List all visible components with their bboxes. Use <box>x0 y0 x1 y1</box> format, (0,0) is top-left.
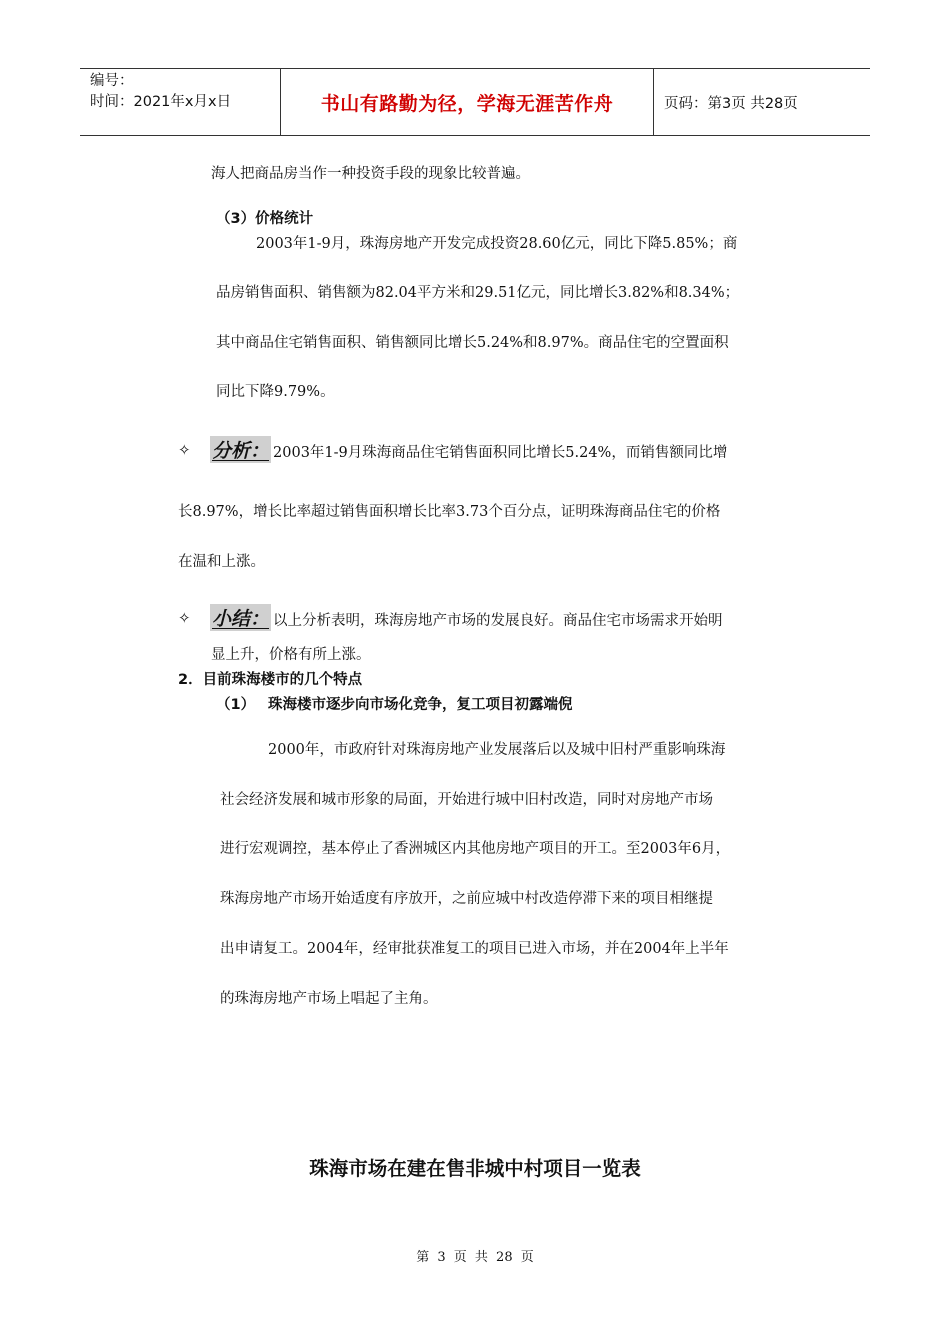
analysis-line-2: 长8.97%，增长比率超过销售面积增长比率3.73个百分点，证明珠海商品住宅的价格 <box>178 504 721 520</box>
section-3-heading: （3）价格统计 <box>216 211 314 227</box>
summary-tag: 小结： <box>210 604 271 631</box>
analysis-tag: 分析： <box>210 436 271 463</box>
summary-bullet-icon: ✧ <box>178 609 191 627</box>
stats-line-2: 品房销售面积、销售额为82.04平方米和29.51亿元，同比增长3.82%和8.34%； <box>216 285 740 301</box>
header-page-info: 页码：第3页 共28页 <box>664 95 798 112</box>
header-table <box>80 68 870 136</box>
page-footer: 第 3 页 共 28 页 <box>416 1250 534 1265</box>
para-line-5: 出申请复工。2004年，经审批获准复工的项目已进入市场，并在2004年上半年 <box>220 941 729 957</box>
header-left-cell <box>80 69 281 135</box>
stats-line-1: 2003年1-9月，珠海房地产开发完成投资28.60亿元，同比下降5.85%；商 <box>256 236 738 252</box>
section-2-heading: 2．目前珠海楼市的几个特点 <box>178 672 363 688</box>
summary-text-1: 以上分析表明，珠海房地产市场的发展良好。商品住宅市场需求开始明 <box>273 613 723 629</box>
body-line-0: 海人把商品房当作一种投资手段的现象比较普遍。 <box>211 166 530 182</box>
stats-line-3: 其中商品住宅销售面积、销售额同比增长5.24%和8.97%。商品住宅的空置面积 <box>216 335 729 351</box>
summary-line-2: 显上升，价格有所上涨。 <box>211 647 371 663</box>
para-line-3: 进行宏观调控，基本停止了香洲城区内其他房地产项目的开工。至2003年6月， <box>220 841 731 857</box>
analysis-text-1: 2003年1-9月珠海商品住宅销售面积同比增长5.24%，而销售额同比增 <box>273 445 728 461</box>
header-time-label: 时间：2021年x月x日 <box>90 94 232 110</box>
stats-line-4: 同比下降9.79%。 <box>216 384 335 400</box>
para-line-6: 的珠海房地产市场上唱起了主角。 <box>220 991 438 1007</box>
analysis-line-1 <box>210 436 727 463</box>
table-title: 珠海市场在建在售非城中村项目一览表 <box>309 1157 641 1180</box>
analysis-line-3: 在温和上涨。 <box>178 554 265 570</box>
sub-1-title: 珠海楼市逐步向市场化竞争，复工项目初露端倪 <box>268 697 573 713</box>
para-line-4: 珠海房地产市场开始适度有序放开，之前应城中村改造停滞下来的项目相继提 <box>220 891 713 907</box>
analysis-bullet-icon: ✧ <box>178 441 191 459</box>
header-motto: 书山有路勤为径，学海无涯苦作舟 <box>281 69 654 135</box>
para-line-2: 社会经济发展和城市形象的局面，开始进行城中旧村改造，同时对房地产市场 <box>220 792 713 808</box>
summary-line-1 <box>210 604 723 631</box>
para-line-1: 2000年，市政府针对珠海房地产业发展落后以及城中旧村严重影响珠海 <box>268 742 726 758</box>
sub-1-number: （1） <box>216 697 256 713</box>
header-number-label: 编号： <box>90 73 134 89</box>
